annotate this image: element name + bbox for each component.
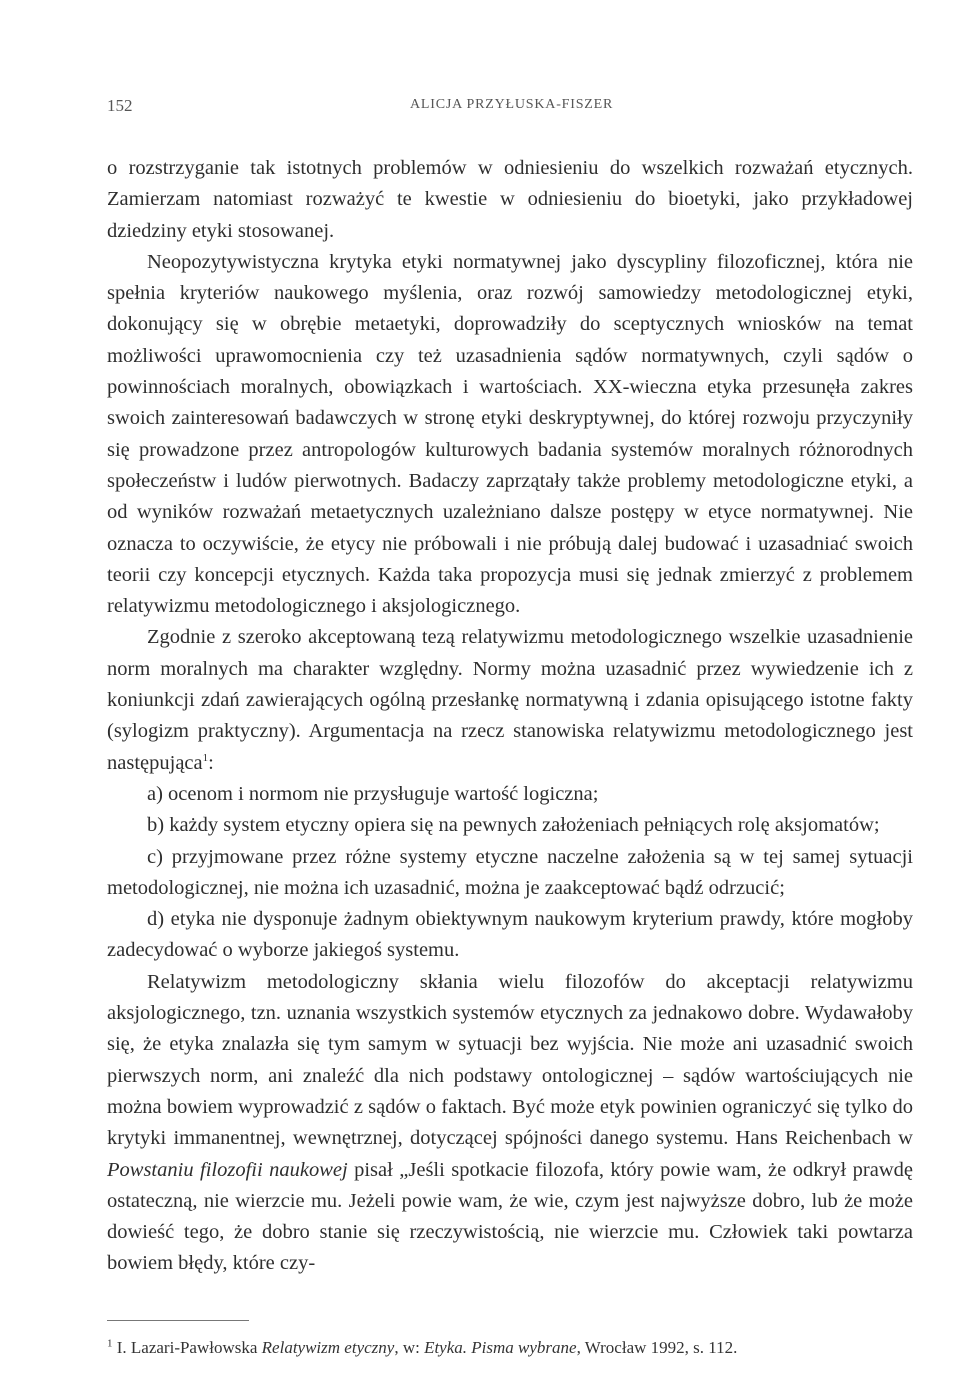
list-item: a) ocenom i normom nie przysługuje wartość logiczna; bbox=[147, 782, 599, 805]
footnote bbox=[107, 1336, 913, 1360]
paragraph-text: : bbox=[208, 751, 214, 774]
list-item: b) każdy system etyczny opiera się na pewnych założeniach pełniących rolę aksjomatów; bbox=[147, 814, 880, 837]
paragraph-text: Zgodnie z szeroko akceptowaną tezą relatywizmu metodologicznego wszelkie uzasadnienie norm moralnych ma charakter względny. Normy można uzasadnić przez wywiedzenie ich z koniunkcji zdań zawierających ogólną przesłankę normatywną i zdania opisującego istotne fakty (sylogizm praktyczny). Argumentacja na rzecz stanowiska relatywizmu metodologicznego jest następująca bbox=[107, 626, 913, 774]
footnote-separator bbox=[107, 1320, 249, 1321]
paragraph-text: Relatywizm metodologiczny skłania wielu filozofów do akceptacji relatywizmu aksjologicznego, tzn. uznania wszystkich systemów etycznych za jednakowo dobre. Wydawałoby się, że etyka znalazła się tym samym w sytuacji bez wyjścia. Nie może ani uzasadnić swoich pierwszych norm, ani znaleźć dla nich podstawy ontologicznej – sądów wartościujących nie można bowiem wyprowadzić z sądów o faktach. Być może etyk powinien ograniczyć się tylko do krytyki immanentnej, wewnętrznej, dotyczącej spójności danego systemu. Hans Reichenbach w bbox=[107, 970, 913, 1150]
paragraph: o rozstrzyganie tak istotnych problemów w odniesieniu do wszelkich rozważań etycznych. Zamierzam natomiast rozważyć te kwestie w odniesieniu do bioetyki, jako przykładowej dziedziny etyki stosowanej. bbox=[107, 157, 913, 242]
footnote-book: Etyka. Pisma wybrane bbox=[424, 1338, 577, 1357]
footnote-text: , w: bbox=[394, 1338, 425, 1357]
paragraph bbox=[107, 622, 913, 778]
list-item: c) przyjmowane przez różne systemy etyczne naczelne założenia są w tej samej sytuacji metodologicznej, nie można ich uzasadnić, można je zaakceptować bądź odrzucić; bbox=[107, 845, 913, 899]
paragraph: Neopozytywistyczna krytyka etyki normatywnej jako dyscypliny filozoficznej, która nie spełnia kryteriów naukowego myślenia, oraz rozwój samowiedzy metodologicznej etyki, dokonujący się w obrębie metaetyki, doprowadziły do sceptycznych wniosków na temat możliwości uprawomocnienia czy też uzasadnienia sądów normatywnych, czyli sądów o powinnościach moralnych, obowiązkach i wartościach. XX-wieczna etyka przesunęła zakres swoich zainteresowań badawczych w stronę etyki deskryptywnej, do której rozwoju przyczyniły się prowadzone przez antropologów kulturowych badania systemów moralnych różnorodnych społeczeństw i ludów pierwotnych. Badaczy zaprzątały także problemy metodologiczne etyki, a od wyników rozważań metaetycznych uzależniano dalsze postępy w etyce normatywnej. Nie oznacza to oczywiście, że etycy nie próbowali i nie próbują dalej budować i uzasadniać swoich teorii czy koncepcji etycznych. Każda taka propozycja musi się jednak zmierzyć z problemem relatywizmu metodologicznego i aksjologicznego. bbox=[107, 250, 913, 618]
running-head: ALICJA PRZYŁUSKA-FISZER bbox=[410, 97, 614, 112]
footnote-title: Relatywizm etyczny bbox=[261, 1338, 395, 1357]
footnote-author: I. Lazari-Pawłowska bbox=[112, 1338, 262, 1357]
list-item: d) etyka nie dysponuje żadnym obiektywnym naukowym kryterium prawdy, które mogłoby zadecydować o wyborze jakiegoś systemu. bbox=[107, 908, 913, 962]
footnote-text: , Wrocław 1992, s. 112. bbox=[576, 1338, 738, 1357]
footnote-marker: 1 bbox=[107, 1337, 113, 1350]
paragraph bbox=[107, 967, 913, 1280]
body-text bbox=[107, 153, 913, 1280]
page-header bbox=[107, 96, 920, 126]
paragraph-text: pisał „Jeśli spotkacie filozofa, który powie wam, że odkrył prawdę ostateczną, nie wierzcie mu. Jeżeli powie wam, że wie, czym jest najwyższe dobro, lub że może dowieść tego, że dobro stanie się rzeczywistością, nie wierzcie mu. Człowiek taki powtarza bowiem błędy, które czy- bbox=[107, 1158, 913, 1275]
footnote-reference: 1 bbox=[202, 751, 209, 764]
book-title: Powstaniu filozofii naukowej bbox=[107, 1158, 348, 1181]
page-number: 152 bbox=[107, 96, 133, 115]
